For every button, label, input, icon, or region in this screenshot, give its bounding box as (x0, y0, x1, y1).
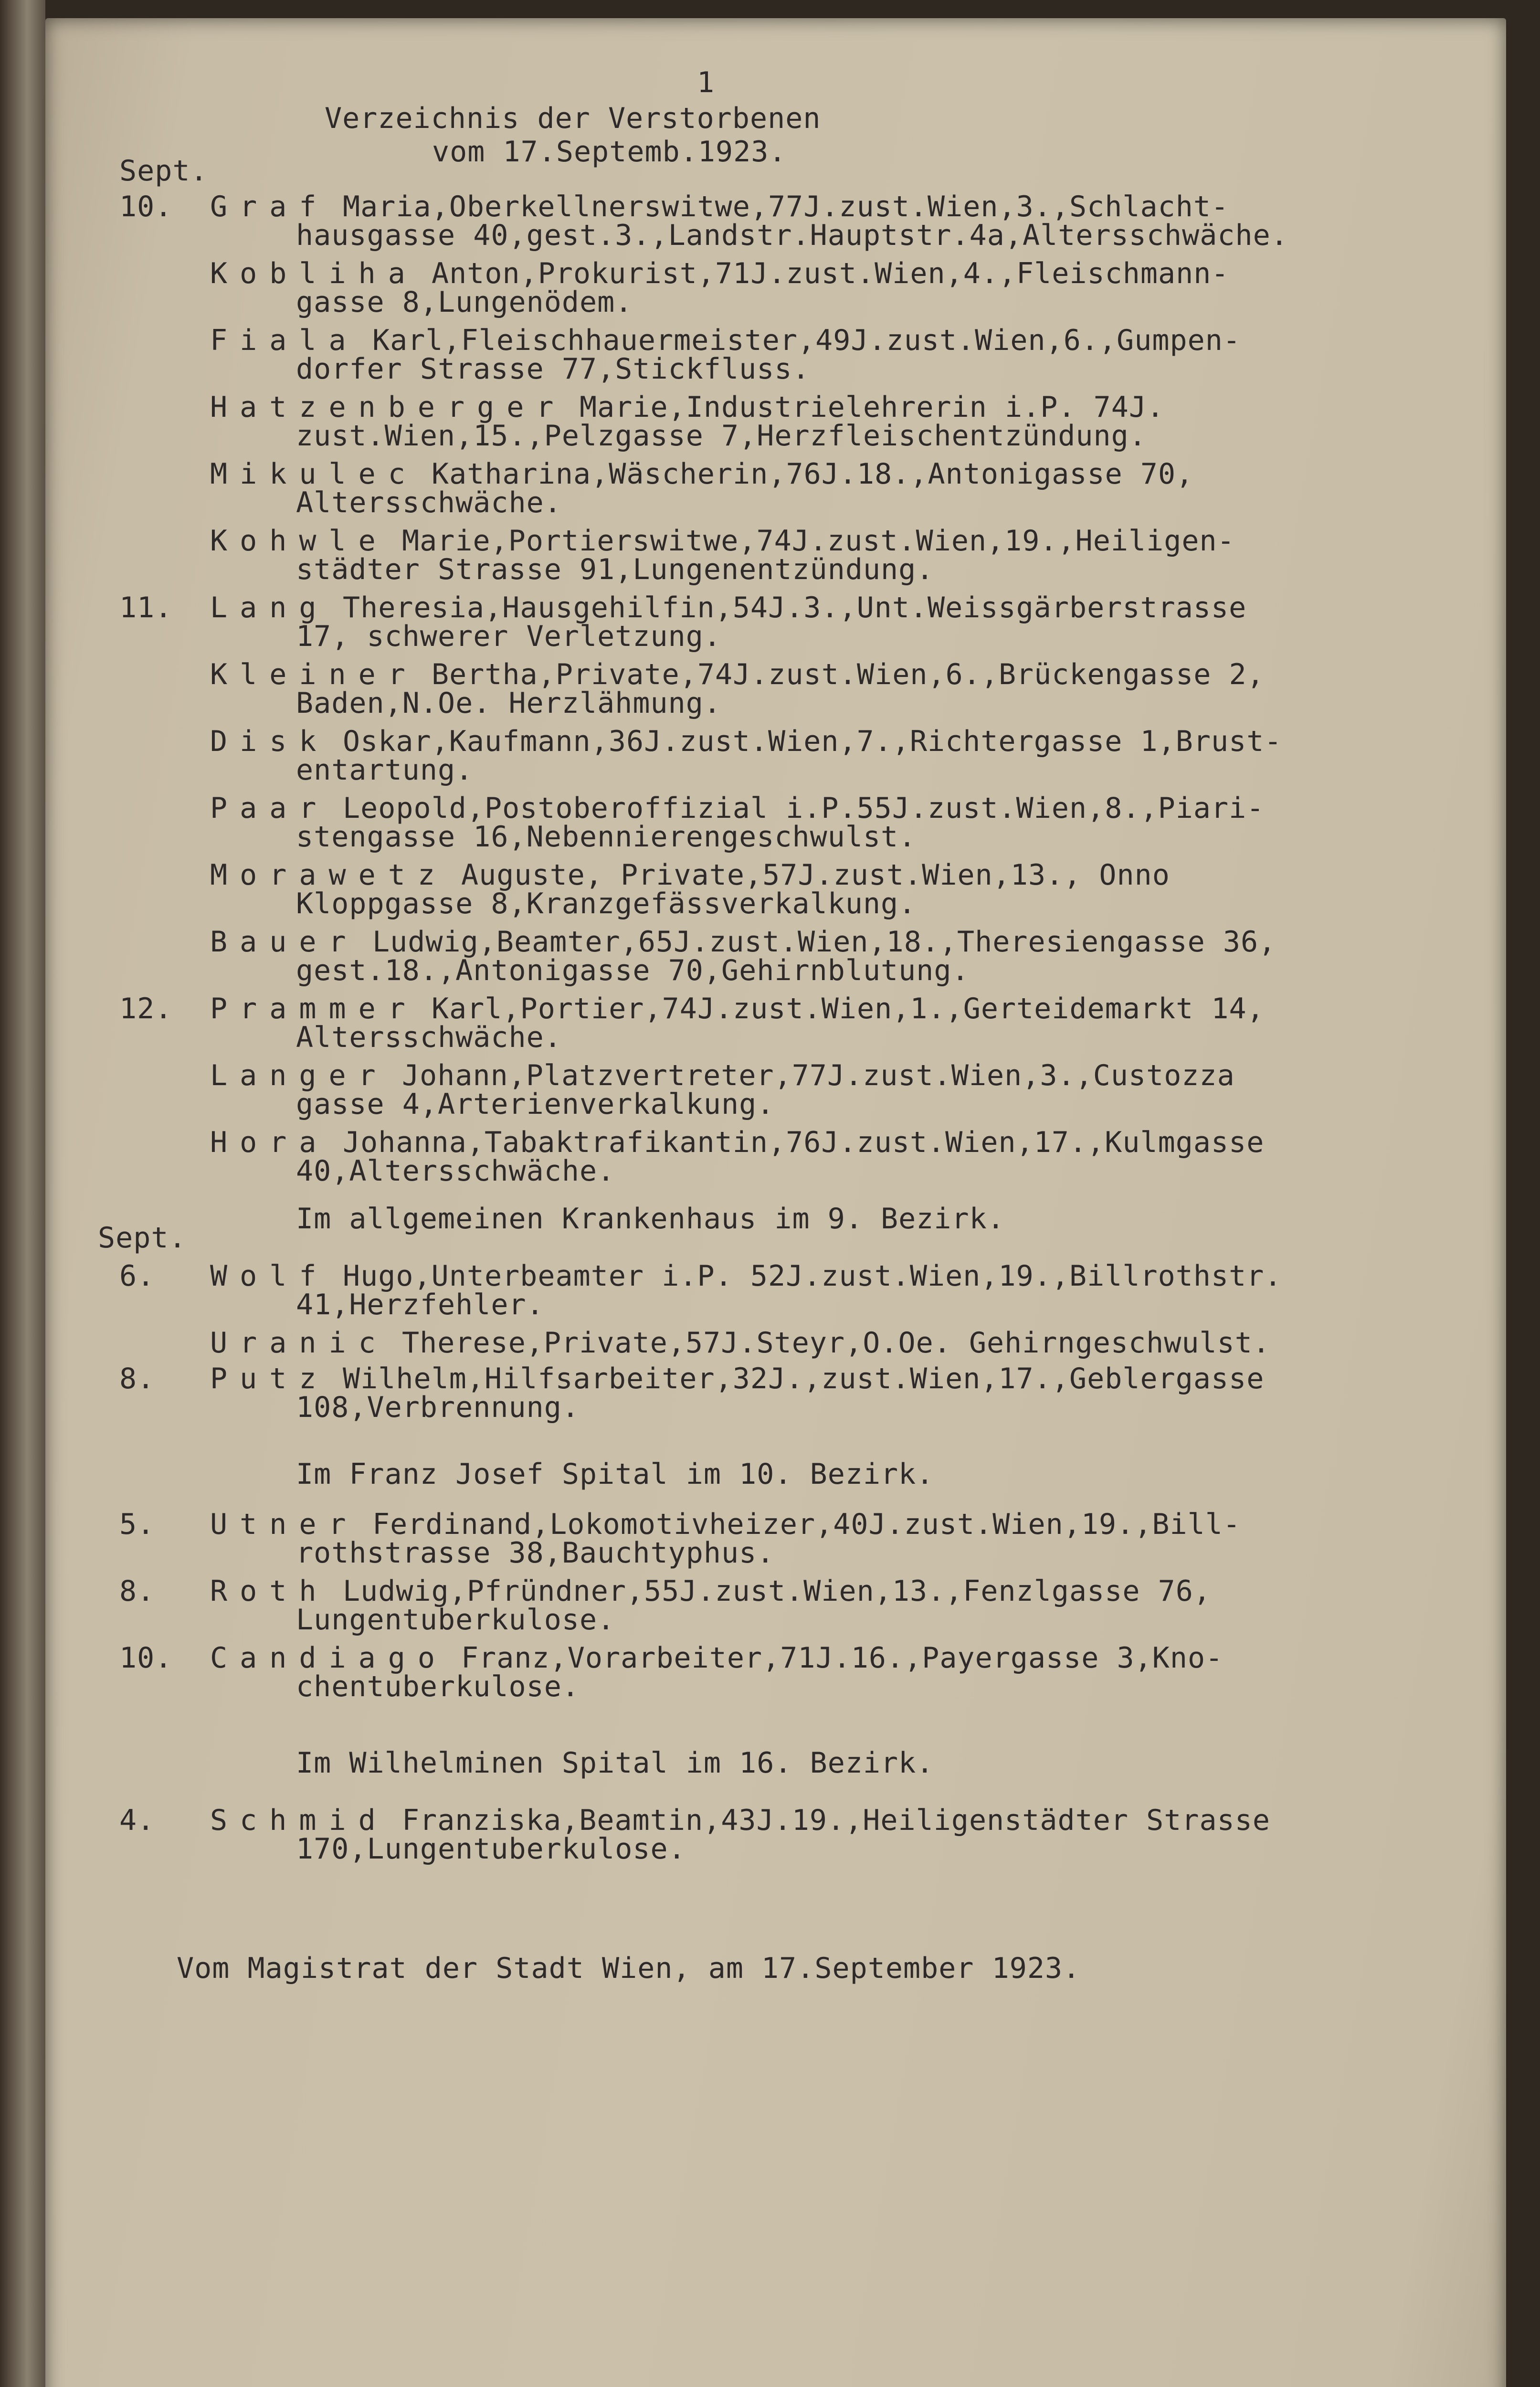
entry-line-1: Franziska,Beamtin,43J.19.,Heiligenstädter Strasse (402, 1804, 1271, 1837)
section-heading-1: Im allgemeinen Krankenhaus im 9. Bezirk. (296, 1202, 1005, 1236)
entry-line-2: hausgasse 40,gest.3.,Landstr.Hauptstr.4a,Altersschwäche. (296, 219, 1288, 252)
month-label-1: Sept. (119, 154, 208, 188)
entry-line-2: zust.Wien,15.,Pelzgasse 7,Herzfleischentzündung. (296, 419, 1147, 453)
entry-surname: Hora (210, 1126, 329, 1159)
entry-date: 11. (119, 591, 173, 624)
entry-line-1: Hugo,Unterbeamter i.P. 52J.zust.Wien,19.,Billrothstr. (343, 1259, 1282, 1293)
entry-surname: Mikulec (210, 457, 418, 491)
entry-line-2: städter Strasse 91,Lungenentzündung. (296, 553, 934, 586)
entry-line-1: Katharina,Wäscherin,76J.18.,Antonigasse 70, (432, 457, 1194, 491)
entry-date: 5. (119, 1508, 155, 1541)
entry-surname: Bauer (210, 925, 359, 959)
entry-line-2: Altersschwäche. (296, 1021, 562, 1054)
entry-line-2: Kloppgasse 8,Kranzgefässverkalkung. (296, 887, 917, 920)
entry-line-2: entartung. (296, 753, 474, 787)
entry-surname: Kobliha (210, 257, 418, 290)
footer-signature-line: Vom Magistrat der Stadt Wien, am 17.September 1923. (177, 1952, 1081, 1985)
entry-line-1: Karl,Portier,74J.zust.Wien,1.,Gerteidemarkt 14, (432, 992, 1265, 1025)
entry-line-2: Altersschwäche. (296, 486, 562, 519)
entry-surname: Morawetz (210, 858, 447, 892)
entry-surname: Kohwle (210, 524, 388, 558)
entry-surname: Schmid (210, 1804, 388, 1837)
entry-line-2: 41,Herzfehler. (296, 1288, 544, 1321)
entry-line-1: Ludwig,Beamter,65J.zust.Wien,18.,Theresiengasse 36, (372, 925, 1276, 959)
entry-surname: Prammer (210, 992, 418, 1025)
entry-line-1: Auguste, Private,57J.zust.Wien,13., Onno (461, 858, 1170, 892)
entry-line-2: rothstrasse 38,Bauchtyphus. (296, 1536, 775, 1570)
month-label-2: Sept. (98, 1221, 187, 1255)
document-title: Verzeichnis der Verstorbenen (325, 102, 821, 135)
entry-surname: Langer (210, 1059, 388, 1092)
entry-line-2: Baden,N.Oe. Herzlähmung. (296, 687, 721, 720)
entry-surname: Wolf (210, 1259, 329, 1293)
entry-line-2: 17, schwerer Verletzung. (296, 620, 721, 653)
entry-surname: Disk (210, 725, 329, 758)
entry-date: 10. (119, 190, 173, 223)
entry-date: 12. (119, 992, 173, 1025)
entry-surname: Paar (210, 792, 329, 825)
entry-line-1: Franz,Vorarbeiter,71J.16.,Payergasse 3,Kno- (461, 1641, 1224, 1675)
document-date: vom 17.Septemb.1923. (432, 135, 787, 169)
entry-line-2: 108,Verbrennung. (296, 1391, 580, 1424)
entry-line-1: Anton,Prokurist,71J.zust.Wien,4.,Fleischmann- (432, 257, 1229, 290)
entry-date: 8. (119, 1574, 155, 1608)
entry-date: 6. (119, 1259, 155, 1293)
entry-surname: Utner (210, 1508, 359, 1541)
entry-line-1: Wilhelm,Hilfsarbeiter,32J.,zust.Wien,17.,Geblergasse (343, 1362, 1265, 1395)
entry-line-1: Karl,Fleischhauermeister,49J.zust.Wien,6.,Gumpen- (372, 324, 1241, 357)
entry-surname: Fiala (210, 324, 359, 357)
entry-date: 10. (119, 1641, 173, 1675)
entry-date: 4. (119, 1804, 155, 1837)
entry-line-2: gest.18.,Antonigasse 70,Gehirnblutung. (296, 954, 970, 987)
entry-surname: Hatzenberger (210, 391, 566, 424)
entry-surname: Candiago (210, 1641, 447, 1675)
entry-line-1: Leopold,Postoberoffizial i.P.55J.zust.Wien,8.,Piari- (343, 792, 1265, 825)
section-heading-2: Im Franz Josef Spital im 10. Bezirk. (296, 1458, 934, 1491)
entry-date: 8. (119, 1362, 155, 1395)
entry-surname: Putz (210, 1362, 329, 1395)
entry-line-1: Ludwig,Pfründner,55J.zust.Wien,13.,Fenzlgasse 76, (343, 1574, 1212, 1608)
entry-surname: Roth (210, 1574, 329, 1608)
entry-line-2: 170,Lungentuberkulose. (296, 1832, 686, 1866)
entry-line-2: gasse 4,Arterienverkalkung. (296, 1088, 775, 1121)
entry-line-1: Oskar,Kaufmann,36J.zust.Wien,7.,Richtergasse 1,Brust- (343, 725, 1282, 758)
binding-edge (0, 0, 45, 2387)
entry-line-2: dorfer Strasse 77,Stickfluss. (296, 352, 810, 386)
entry-line-1: Bertha,Private,74J.zust.Wien,6.,Brückengasse 2, (432, 658, 1265, 691)
entry-line-2: gasse 8,Lungenödem. (296, 285, 633, 319)
entry-surname: Lang (210, 591, 329, 624)
entry-line-1: Theresia,Hausgehilfin,54J.3.,Unt.Weissgärberstrasse (343, 591, 1247, 624)
entry-line-1: Johann,Platzvertreter,77J.zust.Wien,3.,Custozza (402, 1059, 1235, 1092)
entry-line-2: Lungentuberkulose. (296, 1603, 615, 1637)
entry-surname: Graf (210, 190, 329, 223)
page-number: 1 (697, 66, 715, 99)
entry-line-1: Maria,Oberkellnerswitwe,77J.zust.Wien,3.,Schlacht- (343, 190, 1229, 223)
entry-line-1: Marie,Industrielehrerin i.P. 74J. (580, 391, 1165, 424)
entry-surname: Uranic (210, 1326, 388, 1360)
entry-line-1: Ferdinand,Lokomotivheizer,40J.zust.Wien,19.,Bill- (372, 1508, 1241, 1541)
entry-line-2: stengasse 16,Nebennierengeschwulst. (296, 820, 917, 854)
entry-line-2: chentuberkulose. (296, 1670, 580, 1703)
entry-line-1: Marie,Portierswitwe,74J.zust.Wien,19.,Heiligen- (402, 524, 1235, 558)
entry-line-1: Therese,Private,57J.Steyr,O.Oe. Gehirngeschwulst. (402, 1326, 1271, 1360)
entry-line-1: Johanna,Tabaktrafikantin,76J.zust.Wien,17.,Kulmgasse (343, 1126, 1265, 1159)
section-heading-3: Im Wilhelminen Spital im 16. Bezirk. (296, 1746, 934, 1780)
entry-surname: Kleiner (210, 658, 418, 691)
entry-line-2: 40,Altersschwäche. (296, 1154, 615, 1188)
